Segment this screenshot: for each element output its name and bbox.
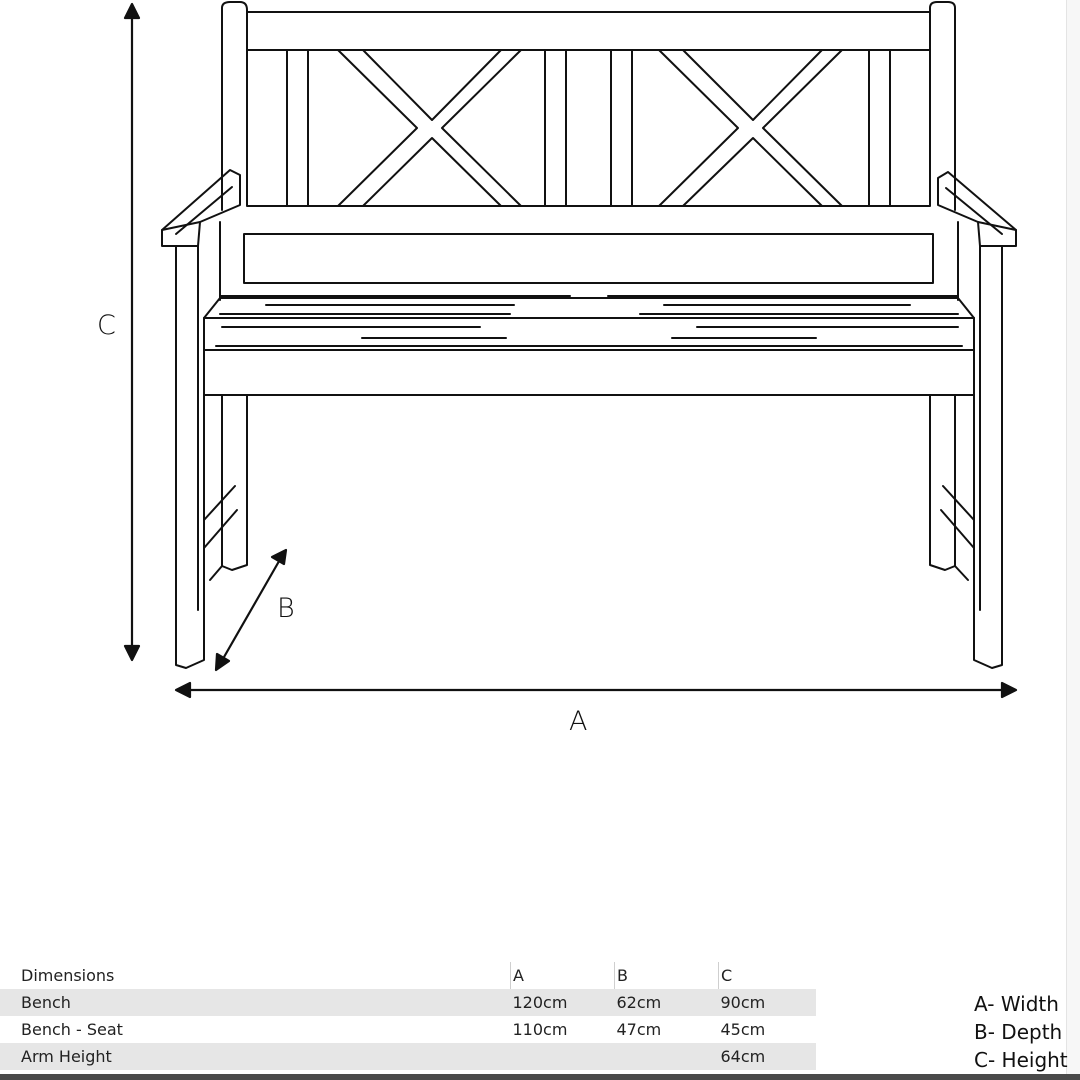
table-header-cell: A (511, 962, 615, 989)
table-cell: 62cm (615, 989, 719, 1016)
table-cell (511, 1043, 615, 1070)
dimensions-table (0, 962, 816, 1070)
table-cell: 110cm (512, 1020, 568, 1039)
bench-backrest (222, 2, 955, 283)
table-header-cell: C (719, 962, 817, 989)
table-cell: 47cm (616, 1020, 662, 1039)
table-row (0, 989, 816, 1016)
table-header-cell: Dimensions (21, 966, 115, 985)
table-cell: Bench (0, 989, 511, 1016)
legend-item-height: C- Height (974, 1048, 1068, 1072)
bottom-bar (0, 1074, 1080, 1080)
table-cell (615, 1043, 719, 1070)
table-cell: 64cm (719, 1043, 817, 1070)
label-a: A (569, 706, 588, 737)
bench-seat (204, 296, 974, 395)
table-cell: 90cm (719, 989, 817, 1016)
legend-item-width: A- Width (974, 992, 1059, 1016)
table-row (0, 1016, 816, 1043)
bench-front-legs (176, 222, 1002, 668)
table-cell: Arm Height (0, 1043, 511, 1070)
table-cell: 45cm (720, 1020, 766, 1039)
dimension-legend (974, 990, 1068, 1074)
table-header-row (0, 962, 816, 989)
label-b: B (277, 593, 295, 624)
label-c: C (97, 310, 116, 341)
bench-back-legs (204, 395, 974, 580)
legend-item-depth: B- Depth (974, 1020, 1063, 1044)
table-cell: 120cm (511, 989, 615, 1016)
table-row (0, 1043, 816, 1070)
table-header-cell: B (615, 962, 719, 989)
depth-arrow (220, 556, 282, 664)
table-cell: Bench - Seat (21, 1020, 123, 1039)
